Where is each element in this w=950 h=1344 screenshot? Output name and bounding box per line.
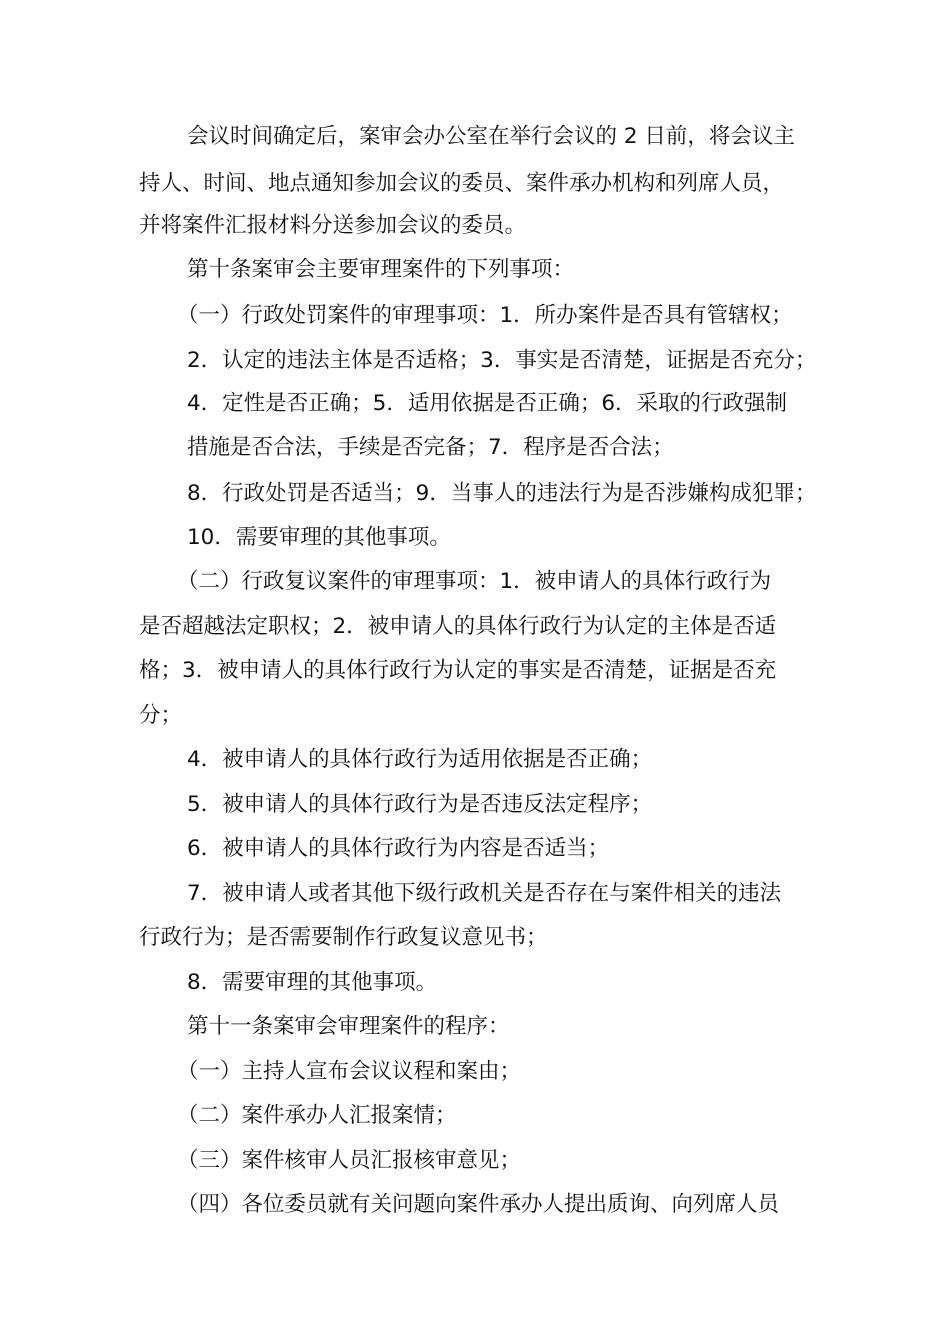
paragraph-line: 行政行为；是否需要制作行政复议意见书； <box>139 925 548 950</box>
article-heading: 第十条案审会主要审理案件的下列事项： <box>187 257 575 282</box>
paragraph-line: （四）各位委员就有关问题向案件承办人提出质询、向列席人员 <box>177 1192 780 1217</box>
paragraph-line: （一）行政处罚案件的审理事项：1．所办案件是否具有管辖权； <box>177 303 793 328</box>
paragraph-line: （二）案件承办人汇报案情； <box>177 1103 457 1128</box>
paragraph-line: 6．被申请人的具体行政行为内容是否适当； <box>187 836 610 861</box>
paragraph-line: 2．认定的违法主体是否适格；3．事实是否清楚，证据是否充分； <box>187 348 817 373</box>
paragraph-line: 格；3．被申请人的具体行政行为认定的事实是否清楚，证据是否充 <box>139 658 777 683</box>
paragraph-line: 8．行政处罚是否适当；9．当事人的违法行为是否涉嫌构成犯罪； <box>187 481 817 506</box>
paragraph-line: （一）主持人宣布会议议程和案由； <box>177 1059 522 1084</box>
paragraph-line: 4．定性是否正确；5．适用依据是否正确；6．采取的行政强制 <box>187 391 788 416</box>
paragraph-line: 分； <box>139 703 183 728</box>
paragraph-line: 5．被申请人的具体行政行为是否违反法定程序； <box>187 792 653 817</box>
paragraph-line: 7．被申请人或者其他下级行政机关是否存在与案件相关的违法 <box>187 881 782 906</box>
article-heading: 第十一条案审会审理案件的程序： <box>187 1014 510 1039</box>
paragraph-line: 持人、时间、地点通知参加会议的委员、案件承办机构和列席人员， <box>139 171 785 196</box>
paragraph-line: 措施是否合法，手续是否完备；7．程序是否合法； <box>187 435 674 460</box>
paragraph-line: 并将案件汇报材料分送参加会议的委员。 <box>139 213 527 238</box>
paragraph-line: 是否超越法定职权；2．被申请人的具体行政行为认定的主体是否适 <box>139 614 777 639</box>
paragraph-line: 10．需要审理的其他事项。 <box>187 525 451 550</box>
paragraph-line: （二）行政复议案件的审理事项：1．被申请人的具体行政行为 <box>177 569 772 594</box>
paragraph-line: 8．需要审理的其他事项。 <box>187 970 438 995</box>
paragraph-line: （三）案件核审人员汇报核审意见； <box>177 1148 522 1173</box>
paragraph-line: 4．被申请人的具体行政行为适用依据是否正确； <box>187 747 653 772</box>
paragraph-line: 会议时间确定后，案审会办公室在举行会议的 2 日前，将会议主 <box>187 124 795 149</box>
